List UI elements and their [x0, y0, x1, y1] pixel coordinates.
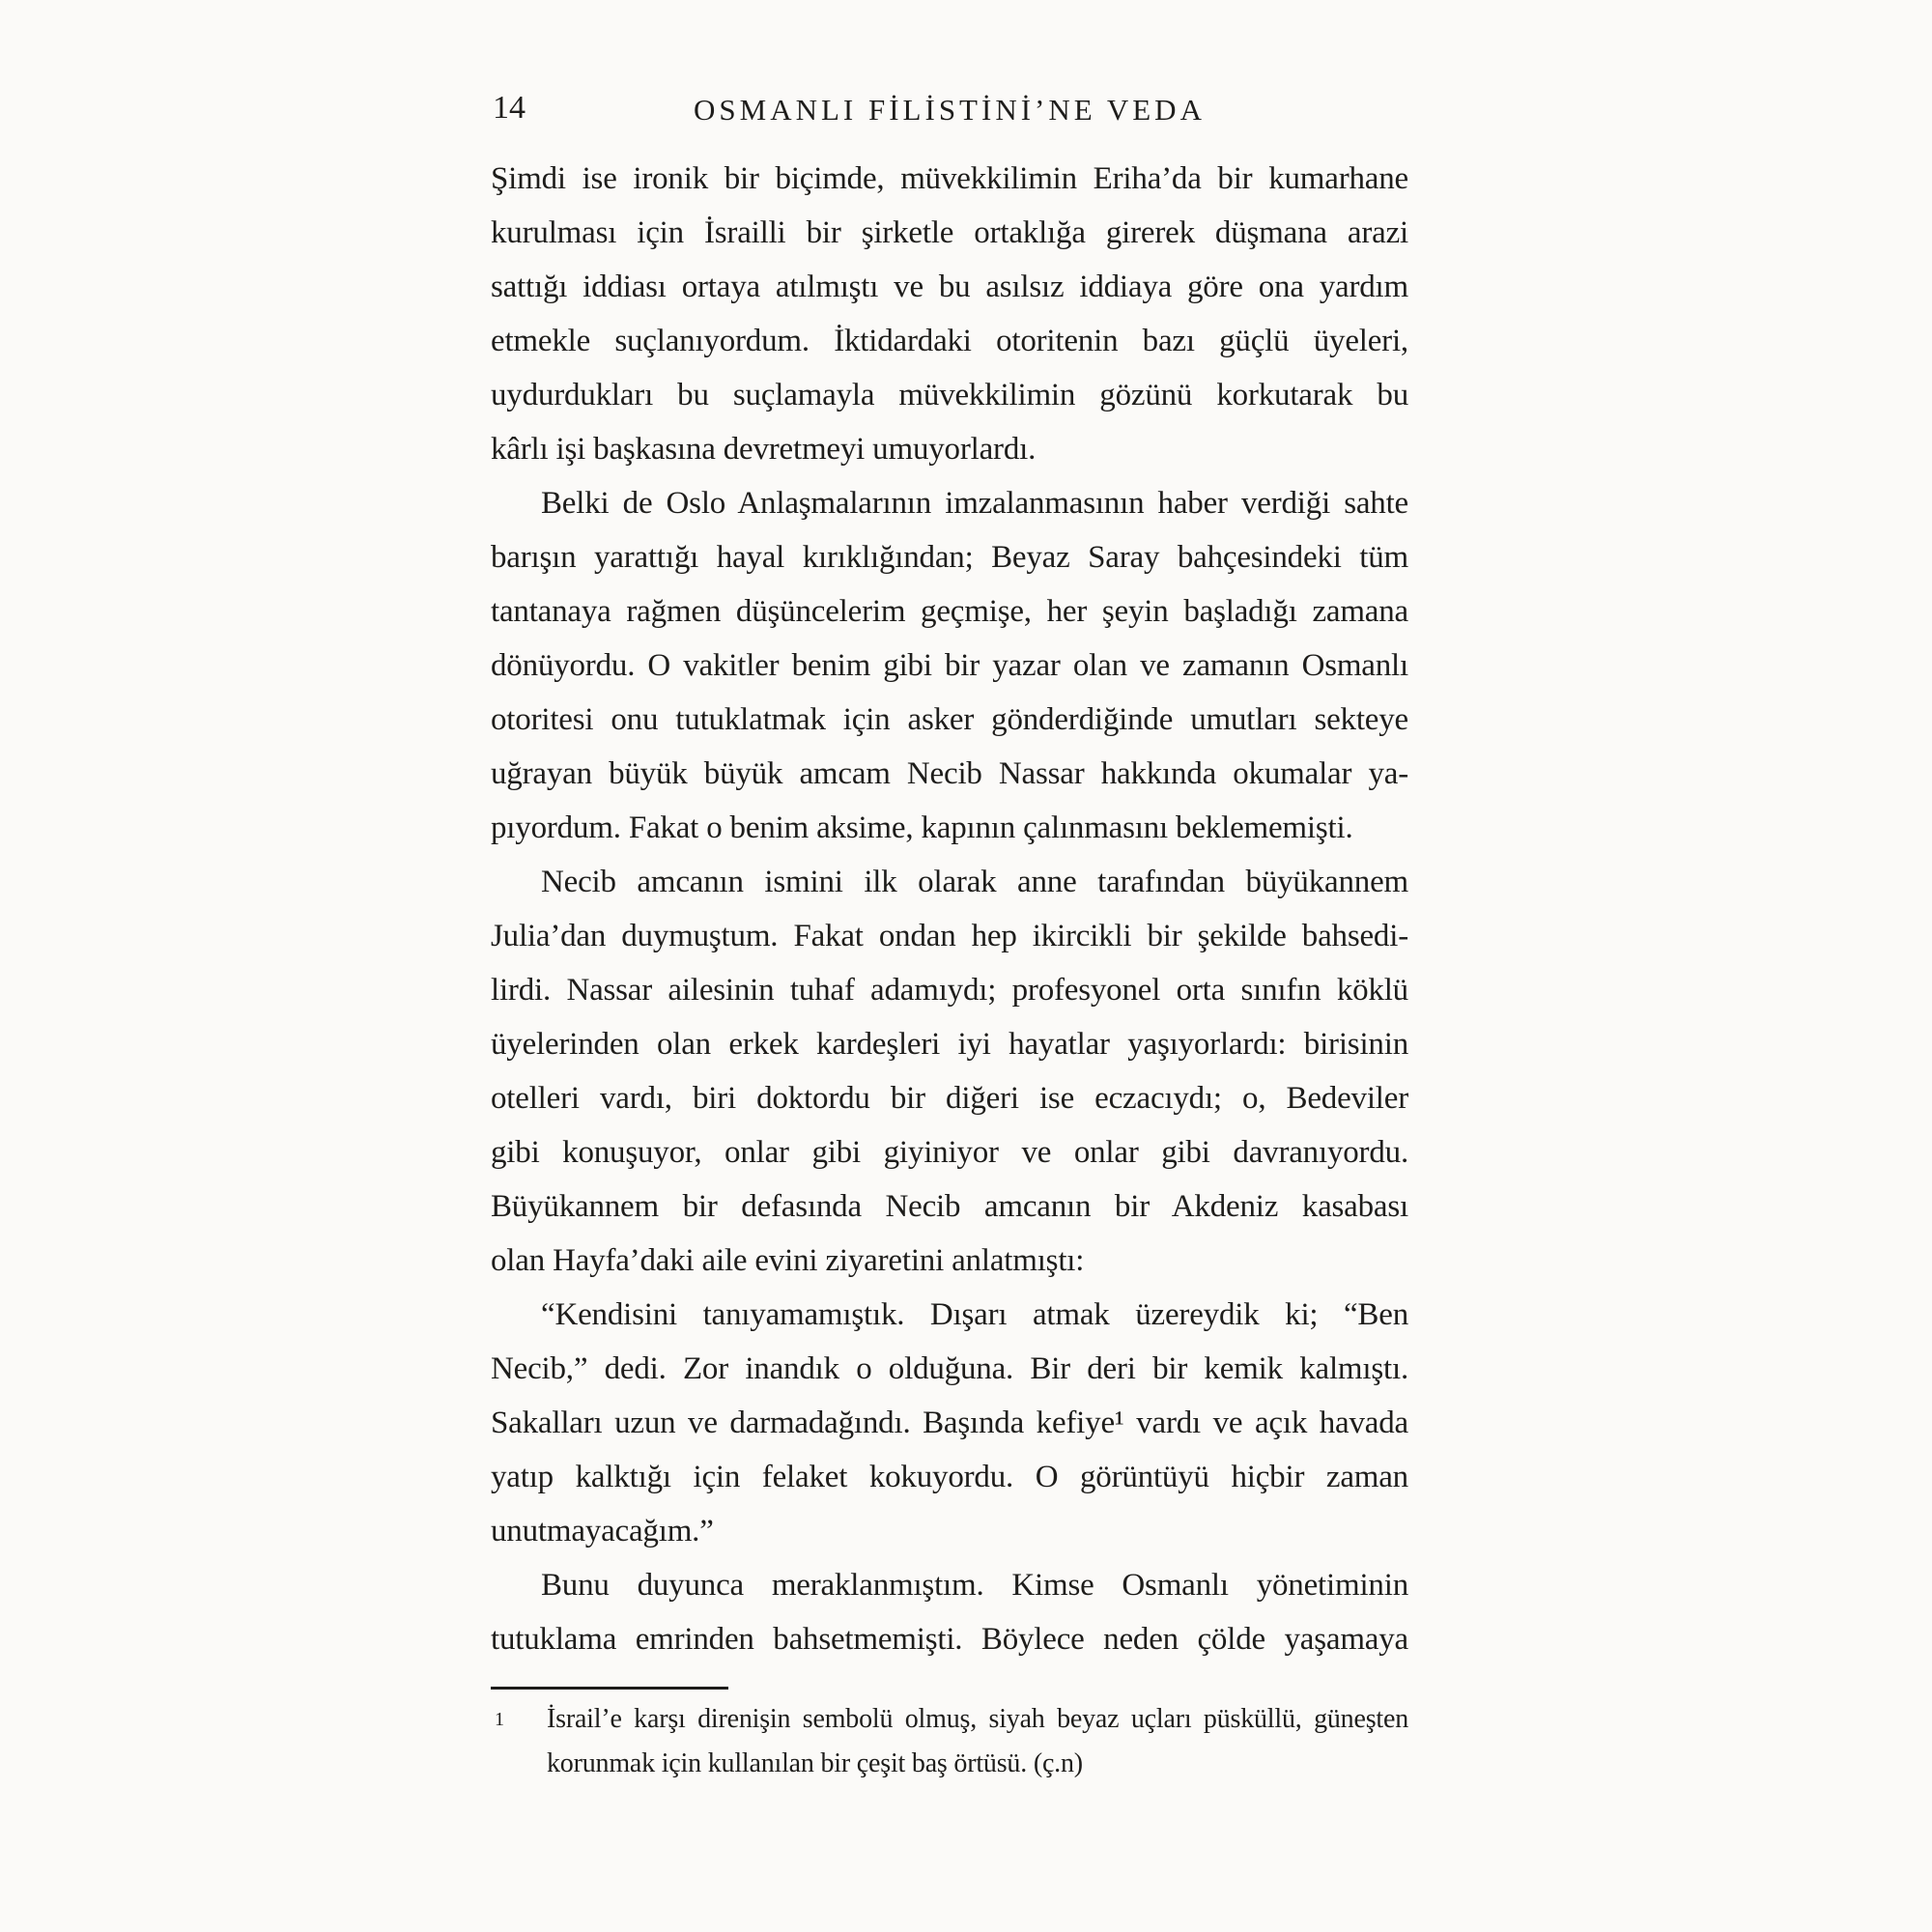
running-head	[491, 89, 1408, 135]
text-line: yatıp kalktığı için felaket kokuyordu. O görüntüyü hiçbir zaman	[491, 1460, 1408, 1494]
paragraph	[491, 855, 1408, 1288]
paragraph	[491, 1288, 1408, 1558]
text-line: Bunu duyunca meraklanmıştım. Kimse Osmanlı yönetiminin	[541, 1568, 1408, 1603]
text-line: kurulması için İsrailli bir şirketle ortaklığa girerek düşmana arazi	[491, 215, 1408, 250]
paragraph	[491, 152, 1408, 476]
text-line: uğrayan büyük büyük amcam Necib Nassar hakkında okumalar ya-	[491, 756, 1408, 791]
text-line: Şimdi ise ironik bir biçimde, müvekkilimin Eriha’da bir kumarhane	[491, 161, 1408, 196]
text-line: Belki de Oslo Anlaşmalarının imzalanmasının haber verdiği sahte	[541, 486, 1408, 521]
text-line: dönüyordu. O vakitler benim gibi bir yazar olan ve zamanın Osmanlı	[491, 648, 1408, 683]
text-line: üyelerinden olan erkek kardeşleri iyi hayatlar yaşıyorlardı: birisinin	[491, 1027, 1408, 1062]
footnote-separator-rule	[491, 1687, 728, 1690]
text-line: unutmayacağım.”	[491, 1514, 714, 1548]
footnote	[491, 1697, 1408, 1786]
text-line: sattığı iddiası ortaya atılmıştı ve bu asılsız iddiaya göre ona yardım	[491, 270, 1408, 304]
footnote-text	[547, 1697, 1408, 1786]
text-line: lirdi. Nassar ailesinin tuhaf adamıydı; profesyonel orta sınıfın köklü	[491, 973, 1408, 1008]
page-number: 14	[493, 90, 526, 126]
text-line: otelleri vardı, biri doktordu bir diğeri ise eczacıydı; o, Bedeviler	[491, 1081, 1408, 1116]
running-title: OSMANLI FİLİSTİNİ’NE VEDA	[694, 93, 1206, 127]
text-line: tantanaya rağmen düşüncelerim geçmişe, her şeyin başladığı zamana	[491, 594, 1408, 629]
text-line: gibi konuşuyor, onlar gibi giyiniyor ve onlar gibi davranıyordu.	[491, 1135, 1408, 1170]
text-line: tutuklama emrinden bahsetmemişti. Böylece neden çölde yaşamaya	[491, 1622, 1408, 1657]
text-line: Sakalları uzun ve darmadağındı. Başında kefiye¹ vardı ve açık havada	[491, 1406, 1408, 1440]
text-line: olan Hayfa’daki aile evini ziyaretini anlatmıştı:	[491, 1243, 1085, 1278]
paragraph	[491, 476, 1408, 855]
text-line: pıyordum. Fakat o benim aksime, kapının çalınmasını beklememişti.	[491, 810, 1353, 845]
text-line: korunmak için kullanılan bir çeşit baş örtüsü. (ç.n)	[547, 1748, 1083, 1778]
text-line: Necib amcanın ismini ilk olarak anne tarafından büyükannem	[541, 865, 1408, 899]
text-line: otoritesi onu tutuklatmak için asker gönderdiğinde umutları sekteye	[491, 702, 1408, 737]
body-text	[491, 152, 1408, 1666]
text-line: kârlı işi başkasına devretmeyi umuyorlardı.	[491, 432, 1037, 467]
text-line: İsrail’e karşı direnişin sembolü olmuş, siyah beyaz uçları püsküllü, güneşten	[547, 1704, 1408, 1734]
text-line: uydurdukları bu suçlamayla müvekkilimin gözünü korkutarak bu	[491, 378, 1408, 412]
text-line: Julia’dan duymuştum. Fakat ondan hep ikircikli bir şekilde bahsedi-	[491, 919, 1408, 953]
paragraph	[491, 1558, 1408, 1666]
text-line: etmekle suçlanıyordum. İktidardaki otoritenin bazı güçlü üyeleri,	[491, 324, 1408, 358]
text-line: Necib,” dedi. Zor inandık o olduğuna. Bir deri bir kemik kalmıştı.	[491, 1351, 1408, 1386]
text-line: Büyükannem bir defasında Necib amcanın bir Akdeniz kasabası	[491, 1189, 1408, 1224]
footnote-marker: 1	[495, 1709, 504, 1730]
text-line: “Kendisini tanıyamamıştık. Dışarı atmak üzereydik ki; “Ben	[541, 1297, 1408, 1332]
text-line: barışın yarattığı hayal kırıklığından; Beyaz Saray bahçesindeki tüm	[491, 540, 1408, 575]
